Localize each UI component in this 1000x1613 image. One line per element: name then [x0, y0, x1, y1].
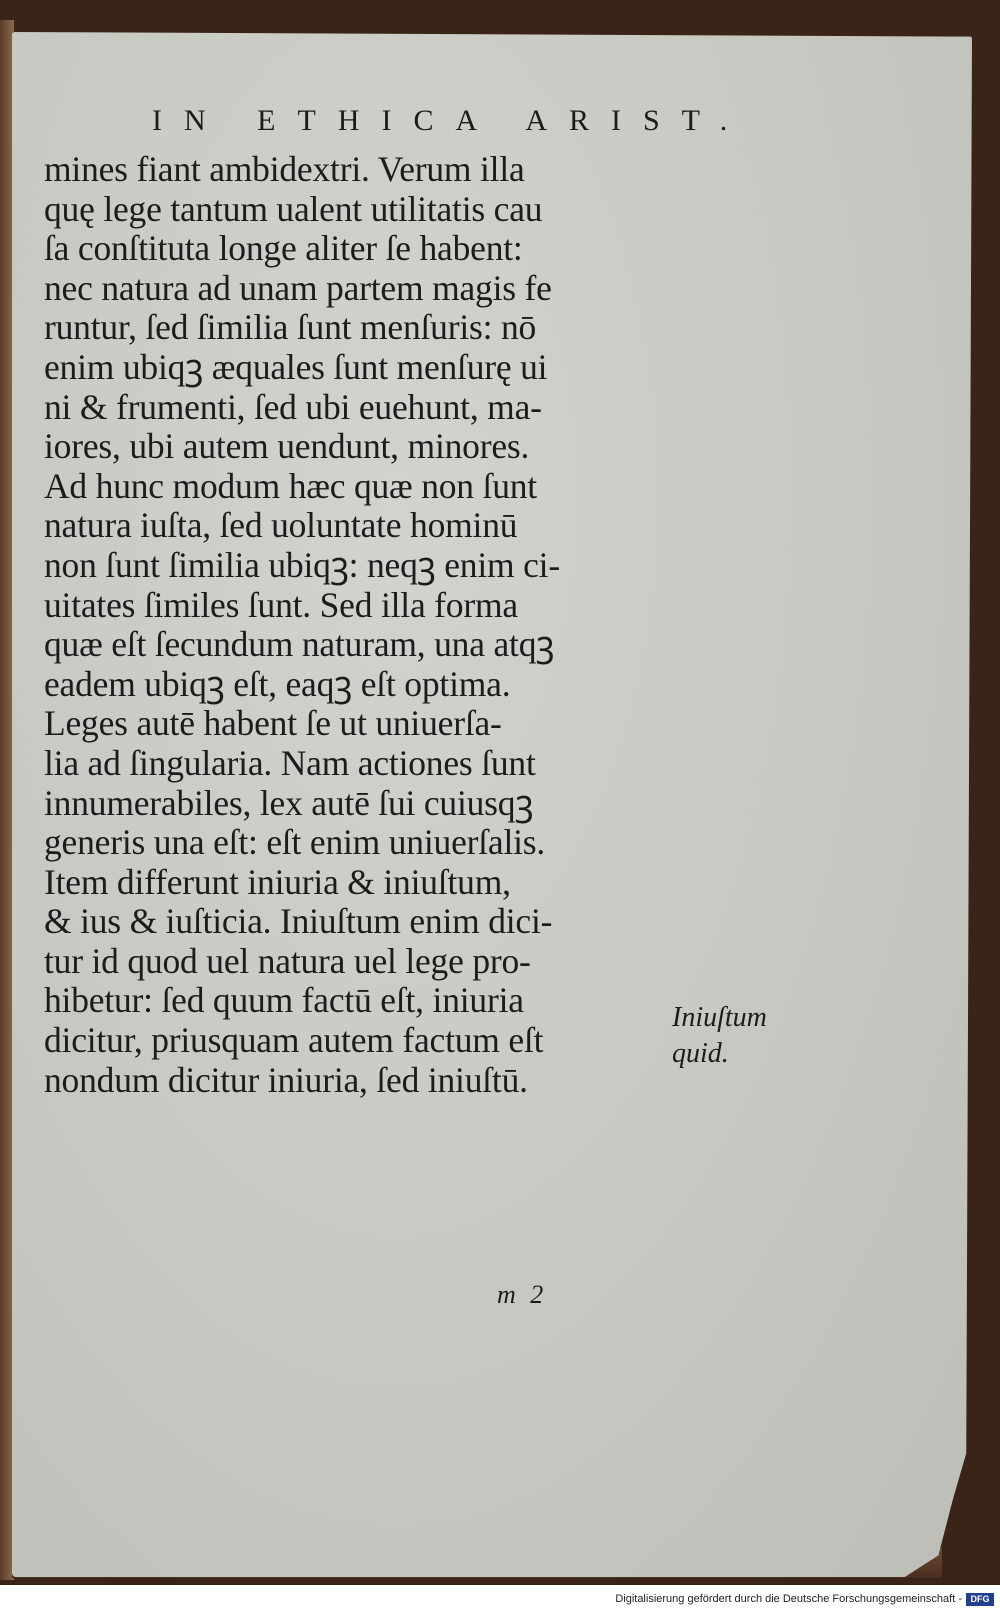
text-line: hibetur: ſed quum factū eſt, iniuria	[44, 980, 524, 1021]
text-line: enim ubiqꝫ æquales ſunt menſurę ui	[44, 346, 548, 387]
text-line: quę lege tantum ualent utilitatis cau	[44, 188, 543, 229]
text-line: nec natura ad unam partem magis fe	[44, 267, 552, 308]
text-line: generis una eſt: eſt enim uniuerſalis.	[44, 822, 546, 863]
text-line: Ad hunc modum hæc quæ non ſunt	[44, 465, 537, 506]
text-line: natura iuſta, ſed uoluntate hominū	[44, 505, 518, 546]
text-line: quæ eſt ſecundum naturam, una atqꝫ	[44, 624, 555, 665]
text-line: dicitur, priusquam autem factum eſt	[44, 1020, 544, 1061]
text-line: innumerabiles, lex autē ſui cuiusqꝫ	[44, 782, 534, 823]
text-line: ni & frumenti, ſed ubi euehunt, ma-	[44, 386, 542, 427]
marginal-note-line: quid.	[672, 1038, 729, 1069]
text-line: iores, ubi autem uendunt, minores.	[44, 426, 530, 467]
text-line: & ius & iuſticia. Iniuſtum enim dici-	[44, 901, 553, 942]
text-line: mines fiant ambidextri. Verum illa	[44, 149, 525, 189]
text-line: uitates ſimiles ſunt. Sed illa forma	[44, 584, 518, 625]
text-line: tur id quod uel natura uel lege pro-	[44, 940, 531, 981]
text-line: Item differunt iniuria & iniuſtum,	[44, 861, 511, 902]
signature-mark: m 2	[497, 1280, 548, 1309]
text-line: Leges autē habent ſe ut uniuerſa-	[44, 703, 502, 744]
text-line: lia ad ſingularia. Nam actiones ſunt	[44, 742, 536, 783]
main-text-block	[44, 150, 684, 1100]
footer-credit: Digitalisierung gefördert durch die Deutsche Forschungsgemeinschaft -	[615, 1593, 962, 1605]
book-spine-edge	[0, 20, 14, 1580]
text-line: nondum dicitur iniuria, ſed iniuſtū.	[44, 1059, 528, 1100]
text-line: runtur, ſed ſimilia ſunt menſuris: nō	[44, 307, 537, 348]
dfg-logo: DFG	[966, 1593, 994, 1606]
text-line: ſa conſtituta longe aliter ſe habent:	[44, 228, 523, 269]
marginal-note-line: Iniuſtum	[672, 1002, 767, 1033]
marginal-note	[672, 1000, 767, 1072]
running-head: IN ETHICA ARIST.	[152, 104, 750, 137]
text-line: non ſunt ſimilia ubiqꝫ: neqꝫ enim ci-	[44, 544, 560, 585]
text-line: eadem ubiqꝫ eſt, eaqꝫ eſt optima.	[44, 663, 511, 704]
